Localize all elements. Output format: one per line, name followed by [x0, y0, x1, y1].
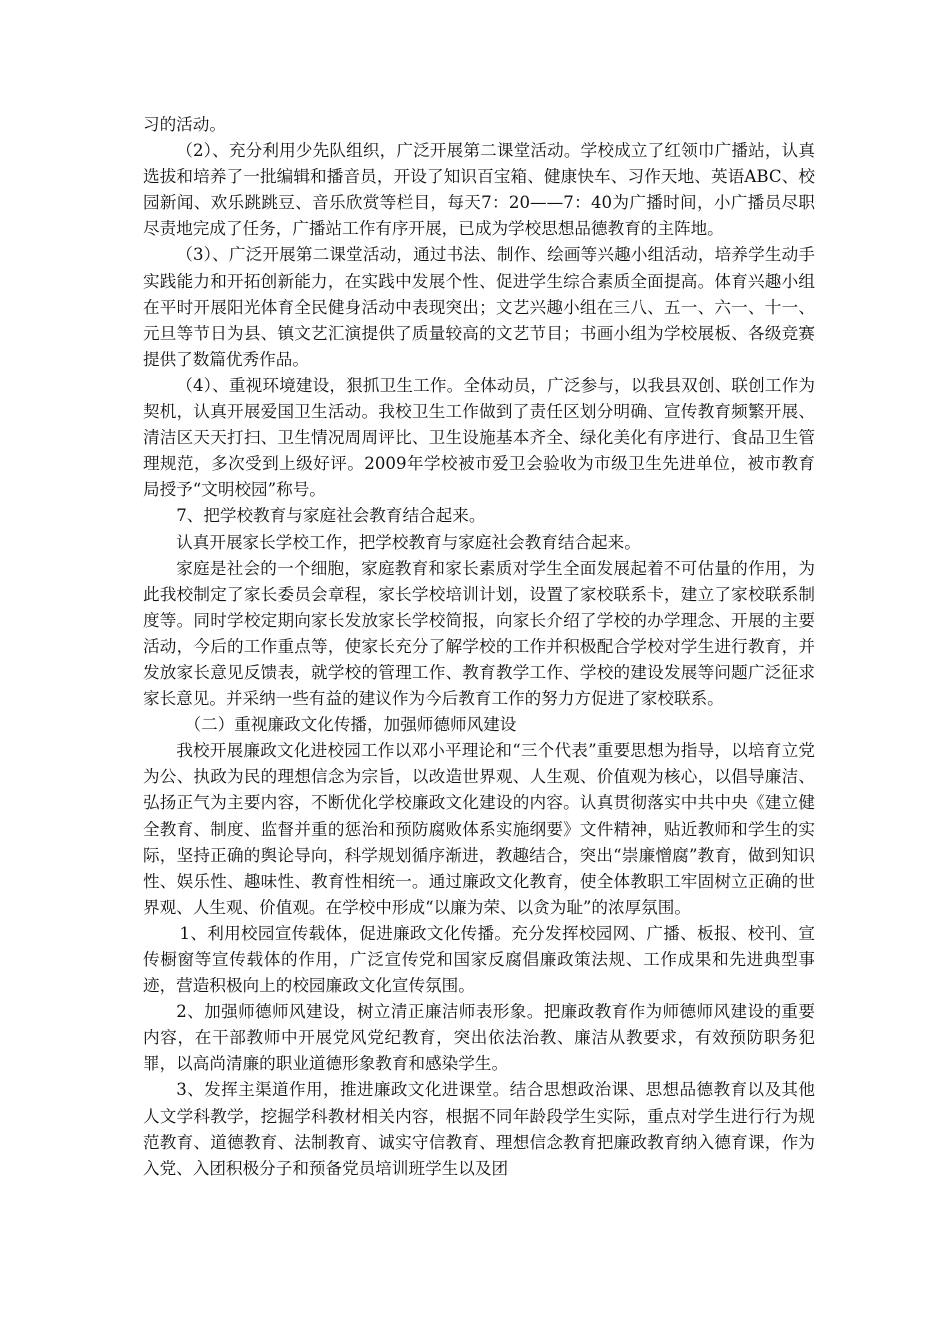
paragraph-item-3: （3）、广泛开展第二课堂活动，通过书法、制作、绘画等兴趣小组活动，培养学生动手实践能力和开拓创新能力，在实践中发展个性、促进学生综合素质全面提高。体育兴趣小组在平时开展阳光体育全民健身活动中表现突出；文艺兴趣小组在三八、五一、六一、十一、元旦等节日为县、镇文艺汇演提供了质量较高的文艺节目；书画小组为学校展板、各级竞赛提供了数篇优秀作品。 — [143, 245, 815, 369]
document-page — [143, 112, 815, 1182]
paragraph-continuation: 习的活动。 — [143, 115, 226, 134]
paragraph-point-3: 3、发挥主渠道作用，推进廉政文化进课堂。结合思想政治课、思想品德教育以及其他人文学科教学，挖掘学科教材相关内容，根据不同年龄段学生实际，重点对学生进行行为规范教育、道德教育、法制教育、诚实守信教育、理想信念教育把廉政教育纳入德育课，作为入党、入团积极分子和预备党员培训班学生以及团 — [143, 1080, 815, 1178]
paragraph-item-4: （4）、重视环境建设，狠抓卫生工作。全体动员，广泛参与，以我县双创、联创工作为契机，认真开展爱国卫生活动。我校卫生工作做到了责任区划分明确、宣传教育频繁开展、清洁区天天打扫、卫生情况周周评比、卫生设施基本齐全、绿化美化有序进行、食品卫生管理规范，多次受到上级好评。2009年学校被市爱卫会验收为市级卫生先进单位，被市教育局授予“文明校园”称号。 — [143, 375, 815, 500]
paragraph-clean-culture: 我校开展廉政文化进校园工作以邓小平理论和“三个代表”重要思想为指导，以培育立党为公、执政为民的理想信念为宗旨，以改造世界观、人生观、价值观为核心，以倡导廉洁、弘扬正气为主要内容，不断优化学校廉政文化建设的内容。认真贯彻落实中共中央《建立健全教育、制度、监督并重的惩治和预防腐败体系实施纲要》文件精神，贴近教师和学生的实际，坚持正确的舆论导向，科学规划循序渐进，教趣结合，突出“崇廉憎腐”教育，做到知识性、娱乐性、趣味性、教育性相统一。通过廉政文化教育，使全体教职工牢固树立正确的世界观、人生观、价值观。在学校中形成“以廉为荣、以贪为耻”的浓厚氛围。 — [143, 741, 815, 917]
paragraph-item-2: （2）、充分利用少先队组织，广泛开展第二课堂活动。学校成立了红领巾广播站，认真选拔和培养了一批编辑和播音员，开设了知识百宝箱、健康快车、习作天地、英语ABC、校园新闻、欢乐跳跳豆、音乐欣赏等栏目，每天7：20——7：40为广播时间，小广播员尽职尽责地完成了任务，广播站工作有序开展，已成为学校思想品德教育的主阵地。 — [143, 141, 815, 239]
paragraph-point-1: 1、利用校园宣传载体，促进廉政文化传播。充分发挥校园网、广播、板报、校刊、宣传橱窗等宣传载体的作用，广泛宣传党和国家反腐倡廉政策法规、工作成果和先进典型事迹，营造积极向上的校园廉政文化宣传氛围。 — [143, 923, 815, 996]
paragraph-parent-school: 认真开展家长学校工作，把学校教育与家庭社会教育结合起来。 — [176, 532, 641, 552]
section-heading-7: 7、把学校教育与家庭社会教育结合起来。 — [176, 506, 486, 526]
paragraph-point-2: 2、加强师德师风建设，树立清正廉洁师表形象。把廉政教育作为师德师风建设的重要内容，在干部教师中开展党风党纪教育，突出依法治教、廉洁从教要求，有效预防职务犯罪，以高尚清廉的职业道德形象教育和感染学生。 — [143, 1002, 815, 1074]
section-heading-2: （二）重视廉政文化传播，加强师德师风建设 — [184, 715, 517, 735]
paragraph-family-education: 家庭是社会的一个细胞，家庭教育和家长素质对学生全面发展起着不可估量的作用，为此我校制定了家长委员会章程，家长学校培训计划，设置了家校联系卡，建立了家校联系制度等。同时学校定期向家长发放家长学校简报，向家长介绍了学校的办学理念、开展的主要活动，今后的工作重点等，使家长充分了解学校的工作并积极配合学校对学生进行教育，并发放家长意见反馈表，就学校的管理工作、教育教学工作、学校的建设发展等问题广泛征求家长意见。并采纳一些有益的建议作为今后教育工作的努力方促进了家校联系。 — [143, 558, 815, 709]
